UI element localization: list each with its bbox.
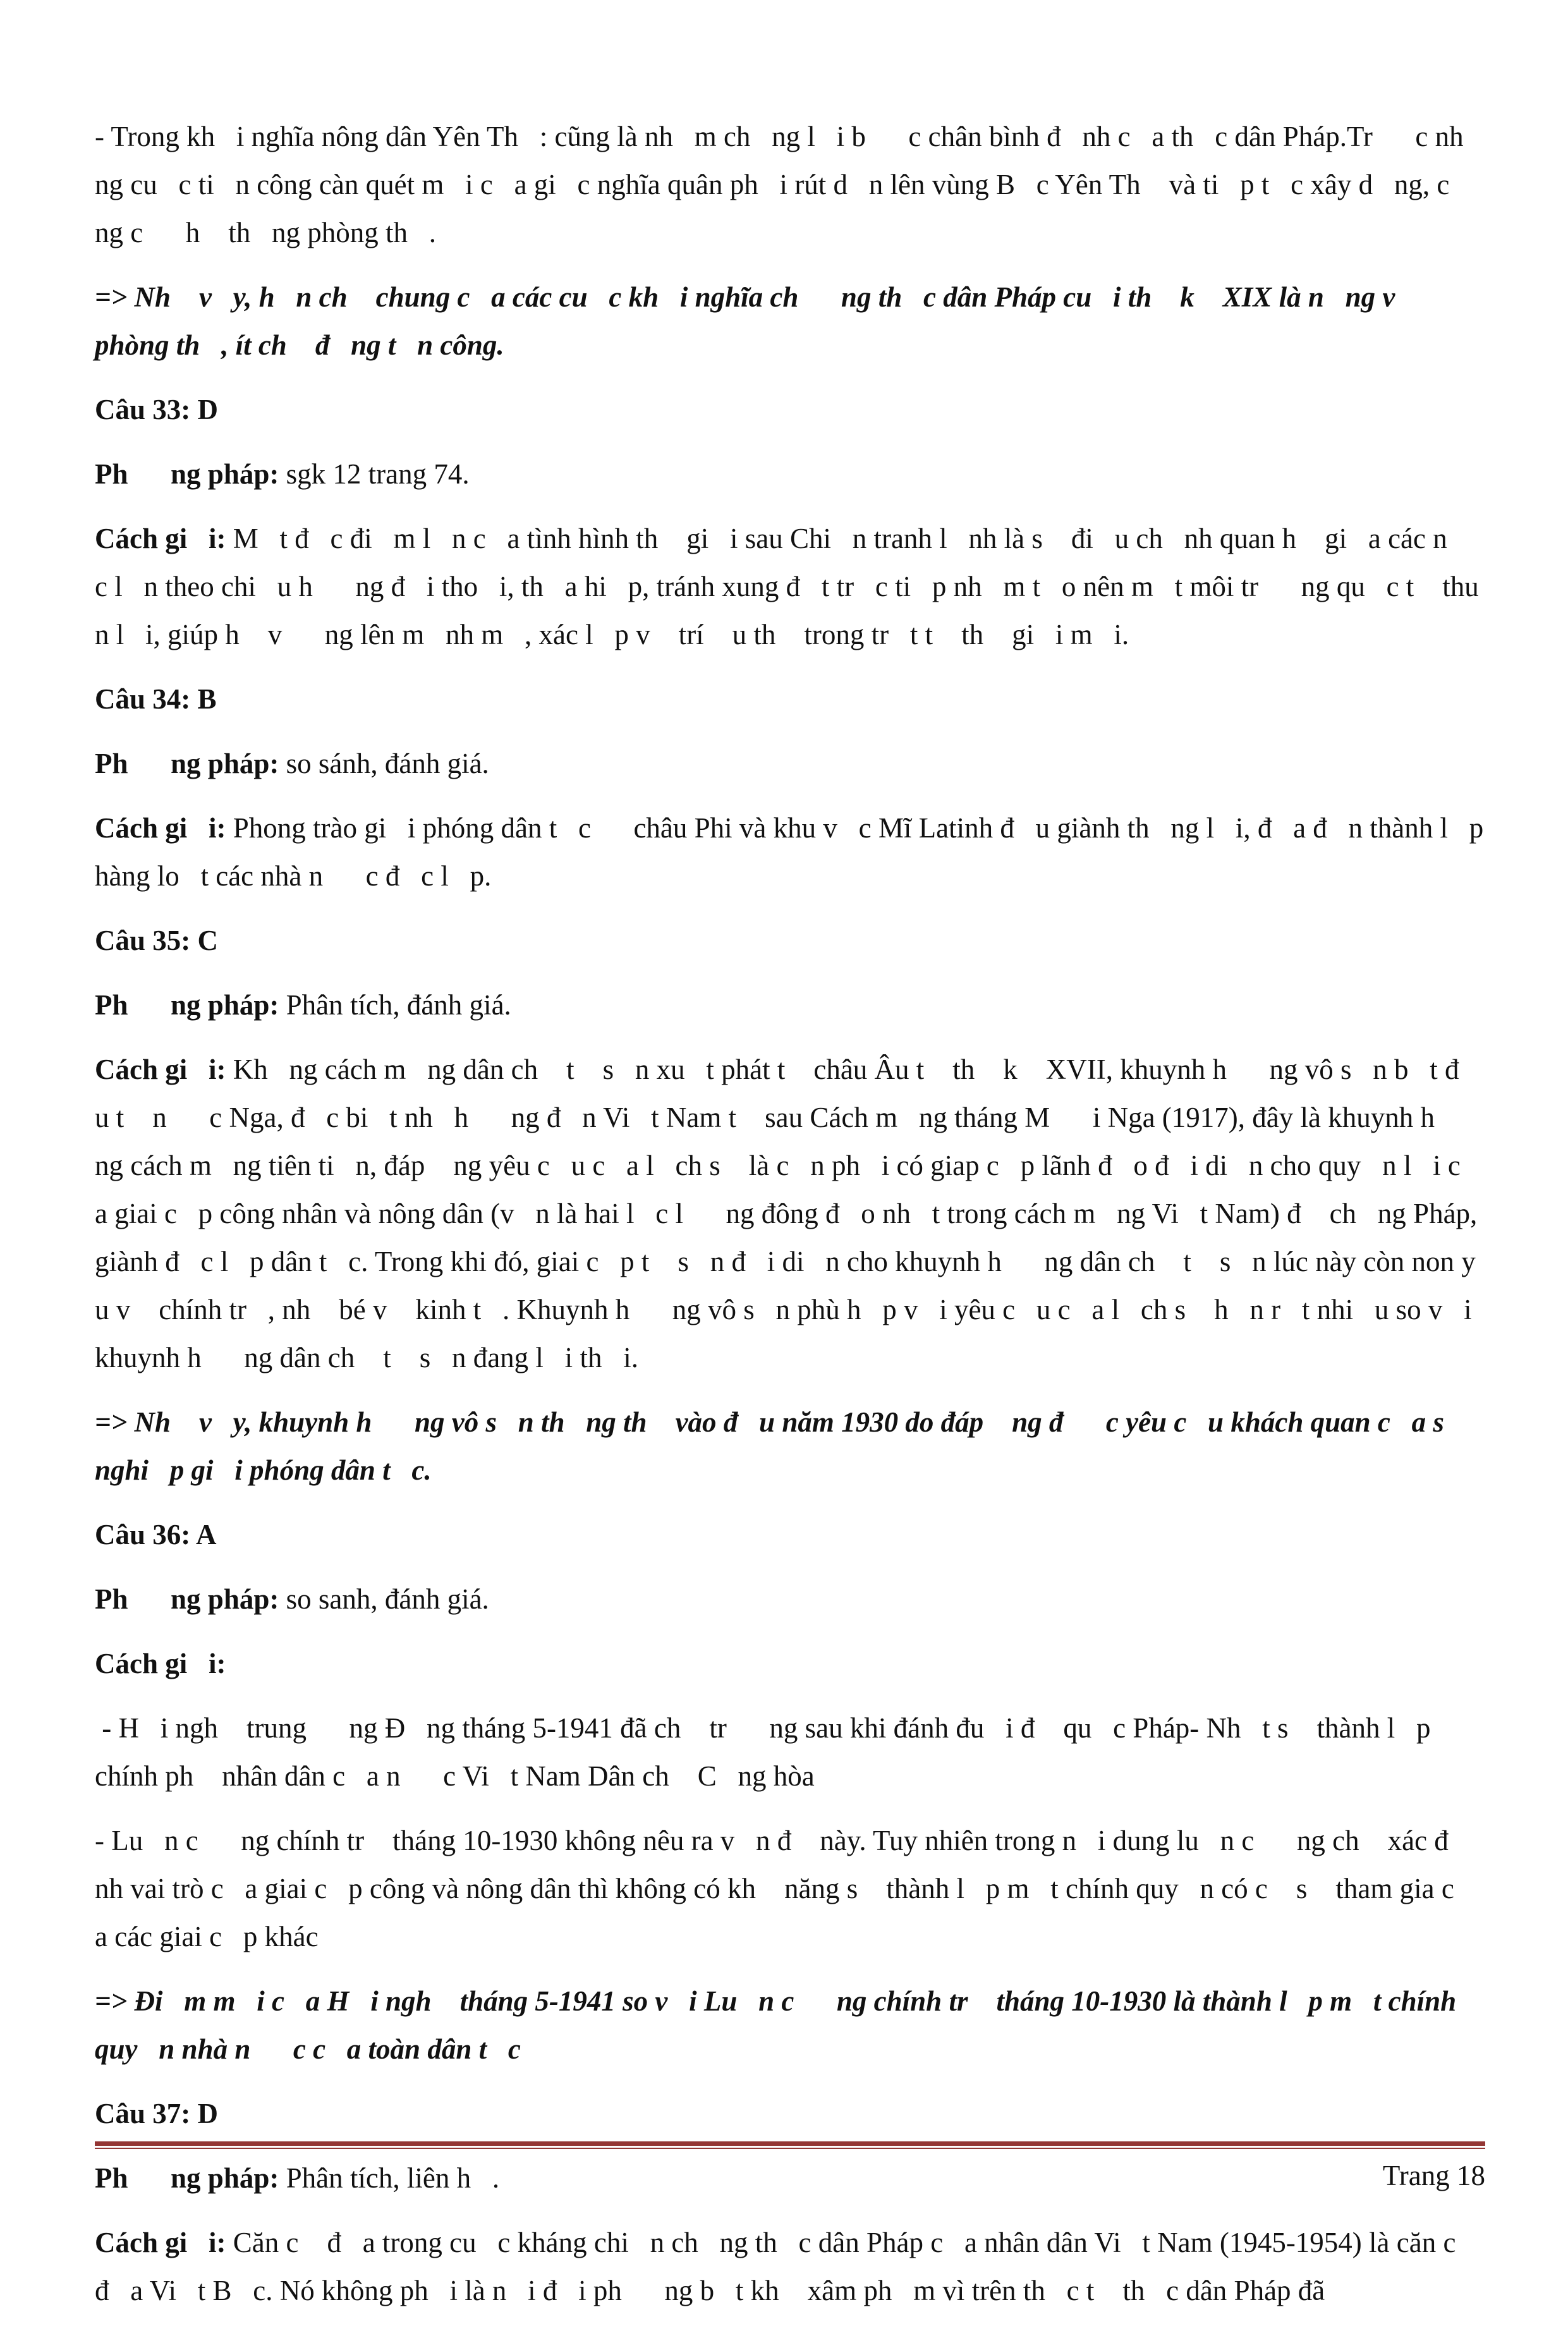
method-36 bbox=[95, 1575, 1485, 1623]
answer-36-bullet-1: - H i ngh trung ng Đ ng tháng 5-1941 đã ch tr ng sau khi đánh đu i đ qu c Pháp- Nh t s thành l p chính ph nhân dân c a n c Vi t Nam Dân ch C ng hòa bbox=[95, 1712, 1438, 1792]
answer-36-label: Cách gi i: bbox=[95, 1648, 226, 1679]
answer-33-text: M t đ c đi m l n c a tình hình th gi i sau Chi n tranh l nh là s đi u ch nh quan h gi a các n c l n theo chi u h ng đ i tho i, th a hi p, tránh xung đ t tr c ti p nh m t o nên m t môi tr ng qu c t thu n l i, giúp h v ng lên m nh m , xác l p v trí u th trong tr t t th gi i m i. bbox=[95, 523, 1500, 650]
conclusion-32: => Nh v y, h n ch chung c a các cu c kh i nghĩa ch ng th c dân Pháp cu i th k XIX là n ng v phòng th , ít ch đ ng t n công. bbox=[95, 281, 1424, 361]
question-36-heading: Câu 36: A bbox=[95, 1519, 217, 1550]
answer-36-bullet-2: - Lu n c ng chính tr tháng 10-1930 không nêu ra v n đ này. Tuy nhiên trong n i dung lu n c ng ch xác đ nh vai trò c a giai c p công và nông dân thì không có kh năng s thành l p m t chính quy n có c s tham gia c a các giai c p khác bbox=[95, 1825, 1476, 1952]
method-37 bbox=[95, 2154, 1485, 2202]
question-34-heading: Câu 34: B bbox=[95, 683, 217, 715]
method-33-label: Ph ng pháp: bbox=[95, 458, 279, 490]
method-35-label: Ph ng pháp: bbox=[95, 989, 279, 1021]
answer-34-label: Cách gi i: bbox=[95, 812, 226, 844]
answer-34-text: Phong trào gi i phóng dân t c châu Phi và khu v c Mĩ Latinh đ u giành th ng l i, đ a đ n thành l p hàng lo t các nhà n c đ c l p. bbox=[95, 812, 1491, 892]
method-34-label: Ph ng pháp: bbox=[95, 748, 279, 779]
question-37-heading: Câu 37: D bbox=[95, 2098, 219, 2129]
answer-33 bbox=[95, 514, 1500, 659]
answer-35-text: Kh ng cách m ng dân ch t s n xu t phát t châu Âu t th k XVII, khuynh h ng vô s n b t đ u t n c Nga, đ c bi t nh h ng đ n Vi t Nam t sau Cách m ng tháng M i Nga (1917), đây là khuynh h ng cách m ng tiên ti n, đáp ng yêu c u c a l ch s là c n ph i có giap c p lãnh đ o đ i di n cho quy n l i c a giai c p công nhân và nông dân (v n là hai l c l ng đông đ o nh t trong cách m ng Vi t Nam) đ ch ng Pháp, giành đ c l p dân t c. Trong khi đó, giai c p t s n đ i di n cho khuynh h ng dân ch t s n lúc này còn non y u v chính tr , nh bé v kinh t . Khuynh h ng vô s n phù h p v i yêu c u c a l ch s h n r t nhi u so v i khuynh h ng dân ch t s n đang l i th i. bbox=[95, 1054, 1497, 1373]
answer-37-label: Cách gi i: bbox=[95, 2227, 226, 2258]
method-37-text: Phân tích, liên h . bbox=[279, 2162, 500, 2194]
method-35 bbox=[95, 981, 1485, 1029]
method-36-text: so sanh, đánh giá. bbox=[279, 1583, 489, 1615]
method-33 bbox=[95, 450, 1485, 498]
answer-37-text: Căn c đ a trong cu c kháng chi n ch ng th c dân Pháp c a nhân dân Vi t Nam (1945-1954) là căn c đ a Vi t B c. Nó không ph i là n i đ i ph ng b t kh xâm ph m vì trên th c t th c dân Pháp đã bbox=[95, 2227, 1485, 2306]
method-35-text: Phân tích, đánh giá. bbox=[279, 989, 511, 1021]
answer-35-label: Cách gi i: bbox=[95, 1054, 226, 1085]
conclusion-35: => Nh v y, khuynh h ng vô s n th ng th vào đ u năm 1930 do đáp ng đ c yêu c u khách quan c a s nghi p gi i phóng dân t c. bbox=[95, 1406, 1473, 1486]
answer-37 bbox=[95, 2218, 1485, 2315]
paragraph-yen-the: - Trong kh i nghĩa nông dân Yên Th : cũng là nh m ch ng l i b c chân bình đ nh c a th c dân Pháp.Tr c nh ng cu c ti n công càn quét m i c a gi c nghĩa quân ph i rút d n lên vùng B c Yên Th và ti p t c xây d ng, c ng c h th ng phòng th . bbox=[95, 121, 1485, 248]
method-37-label: Ph ng pháp: bbox=[95, 2162, 279, 2194]
document-body bbox=[95, 113, 1500, 2331]
footer-divider bbox=[95, 2141, 1485, 2148]
conclusion-36: => Đi m m i c a H i ngh tháng 5-1941 so v i Lu n c ng chính tr tháng 10-1930 là thành l p m t chính quy n nhà n c c a toàn dân t c bbox=[95, 1985, 1464, 2065]
method-36-label: Ph ng pháp: bbox=[95, 1583, 279, 1615]
method-33-text: sgk 12 trang 74. bbox=[279, 458, 470, 490]
method-34 bbox=[95, 739, 1485, 788]
page-number: Trang 18 bbox=[1382, 2160, 1485, 2191]
question-33-heading: Câu 33: D bbox=[95, 394, 219, 425]
answer-33-label: Cách gi i: bbox=[95, 523, 226, 554]
question-35-heading: Câu 35: C bbox=[95, 925, 219, 956]
answer-34 bbox=[95, 804, 1491, 900]
footer-divider-thick bbox=[95, 2141, 1485, 2146]
answer-35 bbox=[95, 1045, 1497, 1382]
answer-36 bbox=[95, 1640, 1485, 1688]
footer-divider-thin bbox=[95, 2148, 1485, 2149]
method-34-text: so sánh, đánh giá. bbox=[279, 748, 489, 779]
